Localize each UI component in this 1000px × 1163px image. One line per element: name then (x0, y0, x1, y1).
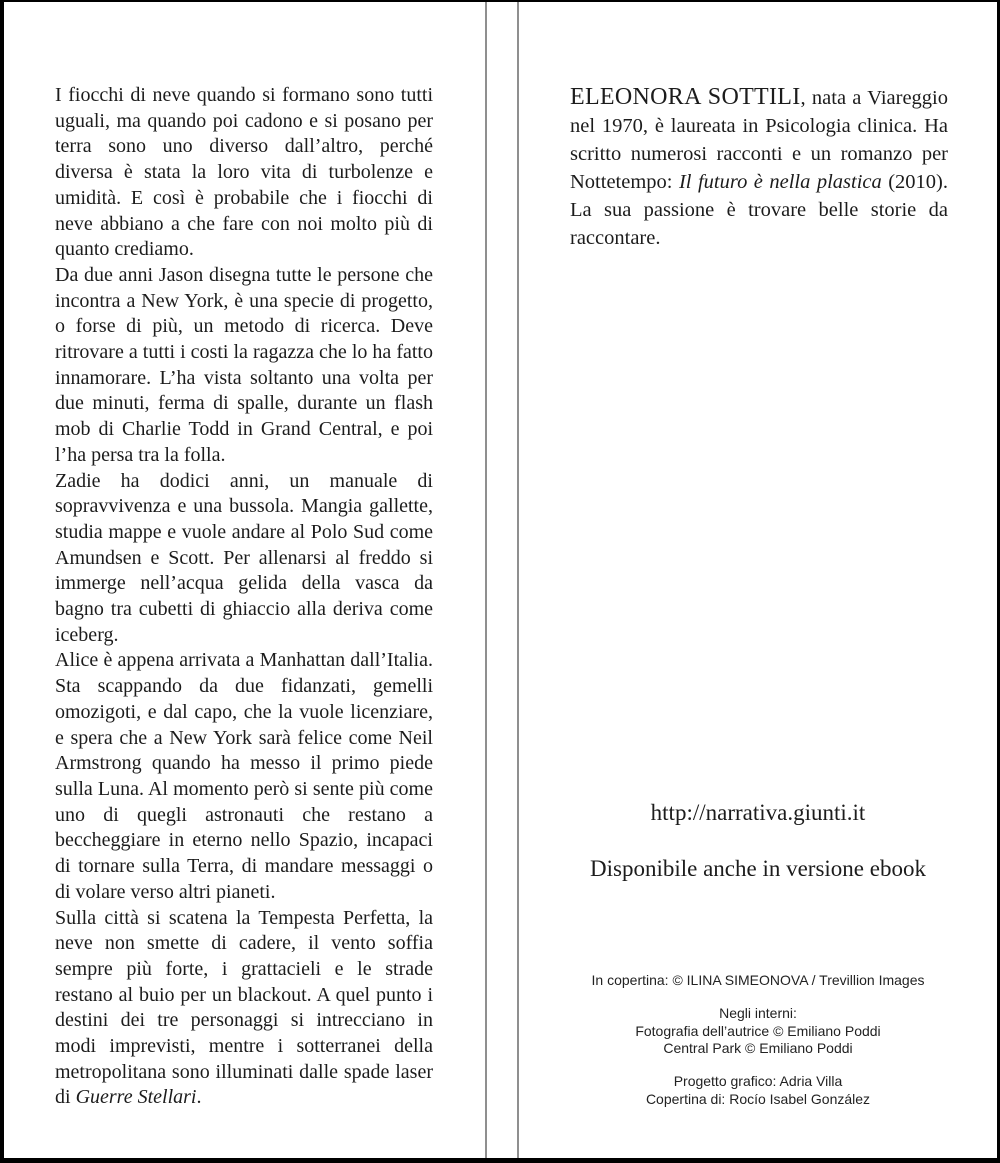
paragraph: Alice è appena arrivata a Manhattan dall’Italia. Sta scappando da due fidanzati, gemelli omozigoti, e dal capo, che la vuole licenziare, e spera che a New York sarà felice come Neil Armstrong quando ha messo il primo piede sulla Luna. Al momento però si sente più come uno di quegli astronauti che restano a beccheggiare in eterno nello Spazio, incapaci di tornare sulla Terra, di mandare messaggi o di volare verso altri pianeti. (55, 649, 433, 903)
author-name: ELEONORA SOTTILI (570, 84, 801, 110)
ebook-availability-note: Disponibile anche in versione ebook (590, 856, 926, 881)
fold-line-left (485, 2, 487, 1158)
paragraph: Da due anni Jason disegna tutte le persone che incontra a New York, è una specie di progetto, o forse di più, un metodo di ricerca. Deve ritrovare a tutti i costi la ragazza che lo ha fatto innamorare. L’ha vista soltanto una volta per due minuti, ferma di spalle, durante un flash mob di Charlie Todd in Grand Central, e poi l’ha persa tra la folla. (55, 263, 433, 466)
credit-line: Progetto grafico: Adria Villa (673, 1073, 843, 1089)
paragraph: Sulla città si scatena la Tempesta Perfetta, la neve non smette di cadere, il vento soffia sempre più forte, i grattacieli e le strade restano al buio per un blackout. A quel punto i destini dei tre personaggi si intrecciano in modi imprevisti, mentre i sotterranei della metropolitana sono illuminati dalle spade laser di Guerre Stellari. (55, 906, 433, 1109)
credit-line: Fotografia dell’autrice © Emiliano Poddi (635, 1022, 881, 1039)
credit-line: Copertina di: Rocío Isabel González (645, 1090, 871, 1107)
paragraph: Zadie ha dodici anni, un manuale di sopravvivenza e una bussola. Mangia gallette, studia mappe e vuole andare al Polo Sud come Amundsen e Scott. Per allenarsi al freddo si immerge nell’acqua gelida della vasca da bagno tra cubetti di ghiaccio alla deriva come iceberg. (55, 469, 433, 646)
credit-group (519, 1073, 997, 1108)
credit-line: Negli interni: (719, 1005, 797, 1021)
publisher-url: http://narrativa.giunti.it (650, 800, 866, 825)
credit-group (519, 1005, 997, 1058)
paragraph: ELEONORA SOTTILI, nata a Viareggio nel 1970, è laureata in Psicologia clinica. Ha scritto numerosi racconti e un romanzo per Nottetempo: Il futuro è nella plastica (2010). La sua passione è trovare belle storie da raccontare. (570, 84, 949, 249)
credit-group (519, 972, 997, 990)
paragraph: I fiocchi di neve quando si formano sono tutti uguali, ma quando poi cadono e si posano per terra sono uno diverso dall’altro, perché diversa è stata la loro vita di turbolenze e umidità. E così è probabile che i fiocchi di neve abbiano a che fare con noi molto più di quanto crediamo. (55, 84, 433, 261)
credits (519, 972, 997, 1108)
book-description (55, 83, 433, 1111)
author-bio (570, 84, 948, 252)
credit-line: Central Park © Emiliano Poddi (663, 1040, 853, 1056)
credit-line: In copertina: © ILINA SIMEONOVA / Trevillion Images (591, 972, 925, 988)
